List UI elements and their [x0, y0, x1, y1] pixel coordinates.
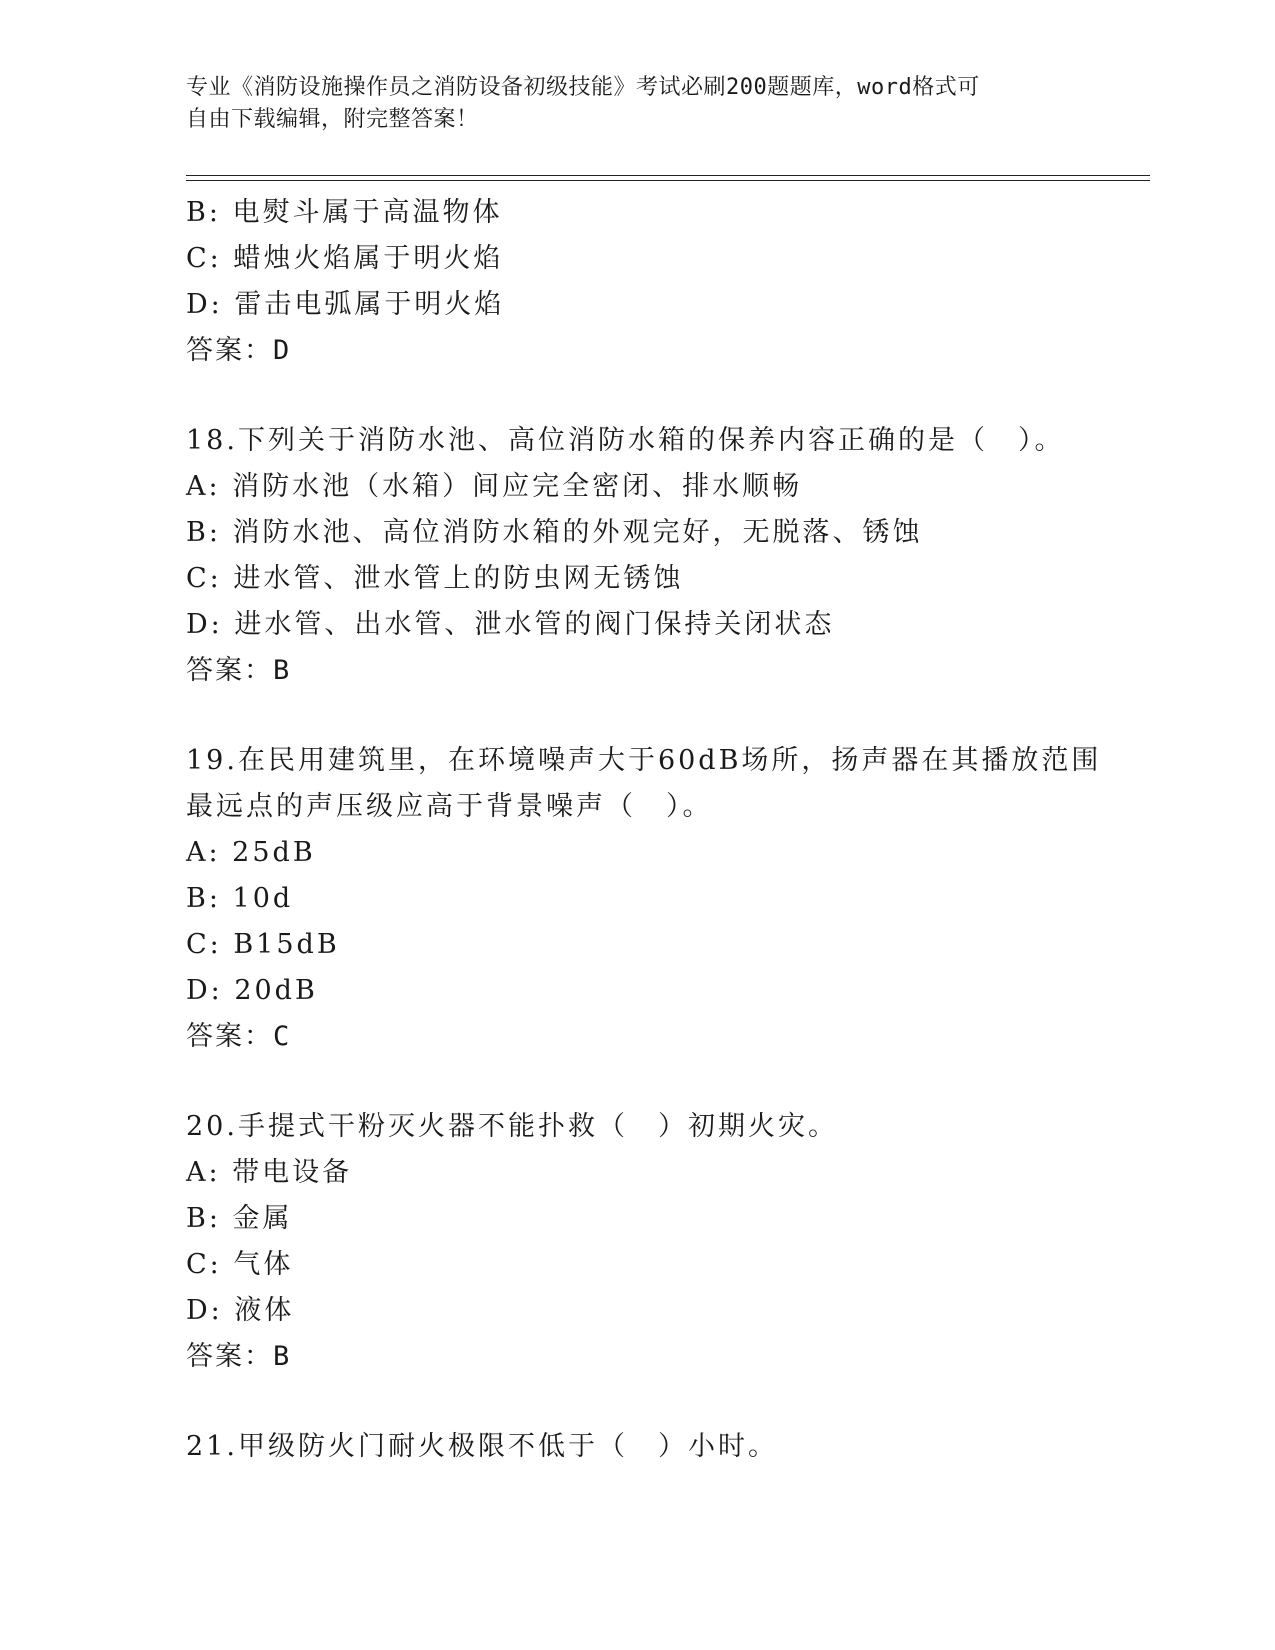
- option-d: D: 雷击电弧属于明火焰: [186, 289, 505, 320]
- header-divider: [186, 175, 1150, 176]
- answer-label: 答案：D: [186, 335, 292, 366]
- option-c: C: 进水管、泄水管上的防虫网无锈蚀: [186, 563, 684, 594]
- question-text: 20.手提式干粉灭火器不能扑救（ ）初期火灾。: [186, 1111, 838, 1142]
- option-c: C: 气体: [186, 1249, 294, 1280]
- question-text: 18.下列关于消防水池、高位消防水箱的保养内容正确的是（ ）。: [186, 425, 1065, 456]
- question-list: [186, 190, 1146, 1470]
- option-a: A: 消防水池（水箱）间应完全密闭、排水顺畅: [186, 471, 803, 502]
- question-block-18: [186, 418, 1146, 694]
- header-line-2: 自由下载编辑，附完整答案！: [186, 107, 479, 132]
- question-block-20: [186, 1104, 1146, 1380]
- header-divider-double: [186, 180, 1150, 181]
- question-text-line-2: 最远点的声压级应高于背景噪声（ ）。: [186, 791, 713, 822]
- header-line-1: 专业《消防设施操作员之消防设备初级技能》考试必刷200题题库，word格式可: [186, 75, 980, 100]
- question-text: 21.甲级防火门耐火极限不低于（ ）小时。: [186, 1431, 778, 1462]
- option-b: B: 10d: [186, 883, 294, 914]
- answer-label: 答案：B: [186, 655, 292, 686]
- answer-label: 答案：B: [186, 1341, 292, 1372]
- question-block-21: [186, 1424, 1146, 1470]
- option-b: B: 消防水池、高位消防水箱的外观完好，无脱落、锈蚀: [186, 517, 923, 548]
- option-d: D: 20dB: [186, 975, 318, 1006]
- page-header: [186, 72, 1066, 136]
- option-c: C: B15dB: [186, 929, 340, 960]
- question-text-line-1: 19.在民用建筑里，在环境噪声大于60dB场所，扬声器在其播放范围: [186, 745, 1102, 776]
- option-c: C: 蜡烛火焰属于明火焰: [186, 243, 504, 274]
- question-block-17: [186, 190, 1146, 374]
- option-d: D: 进水管、出水管、泄水管的阀门保持关闭状态: [186, 609, 835, 640]
- option-a: A: 25dB: [186, 837, 316, 868]
- answer-label: 答案：C: [186, 1021, 292, 1052]
- option-d: D: 液体: [186, 1295, 295, 1326]
- option-b: B: 金属: [186, 1203, 293, 1234]
- option-a: A: 带电设备: [186, 1157, 353, 1188]
- option-b: B: 电熨斗属于高温物体: [186, 197, 503, 228]
- question-block-19: [186, 738, 1146, 1060]
